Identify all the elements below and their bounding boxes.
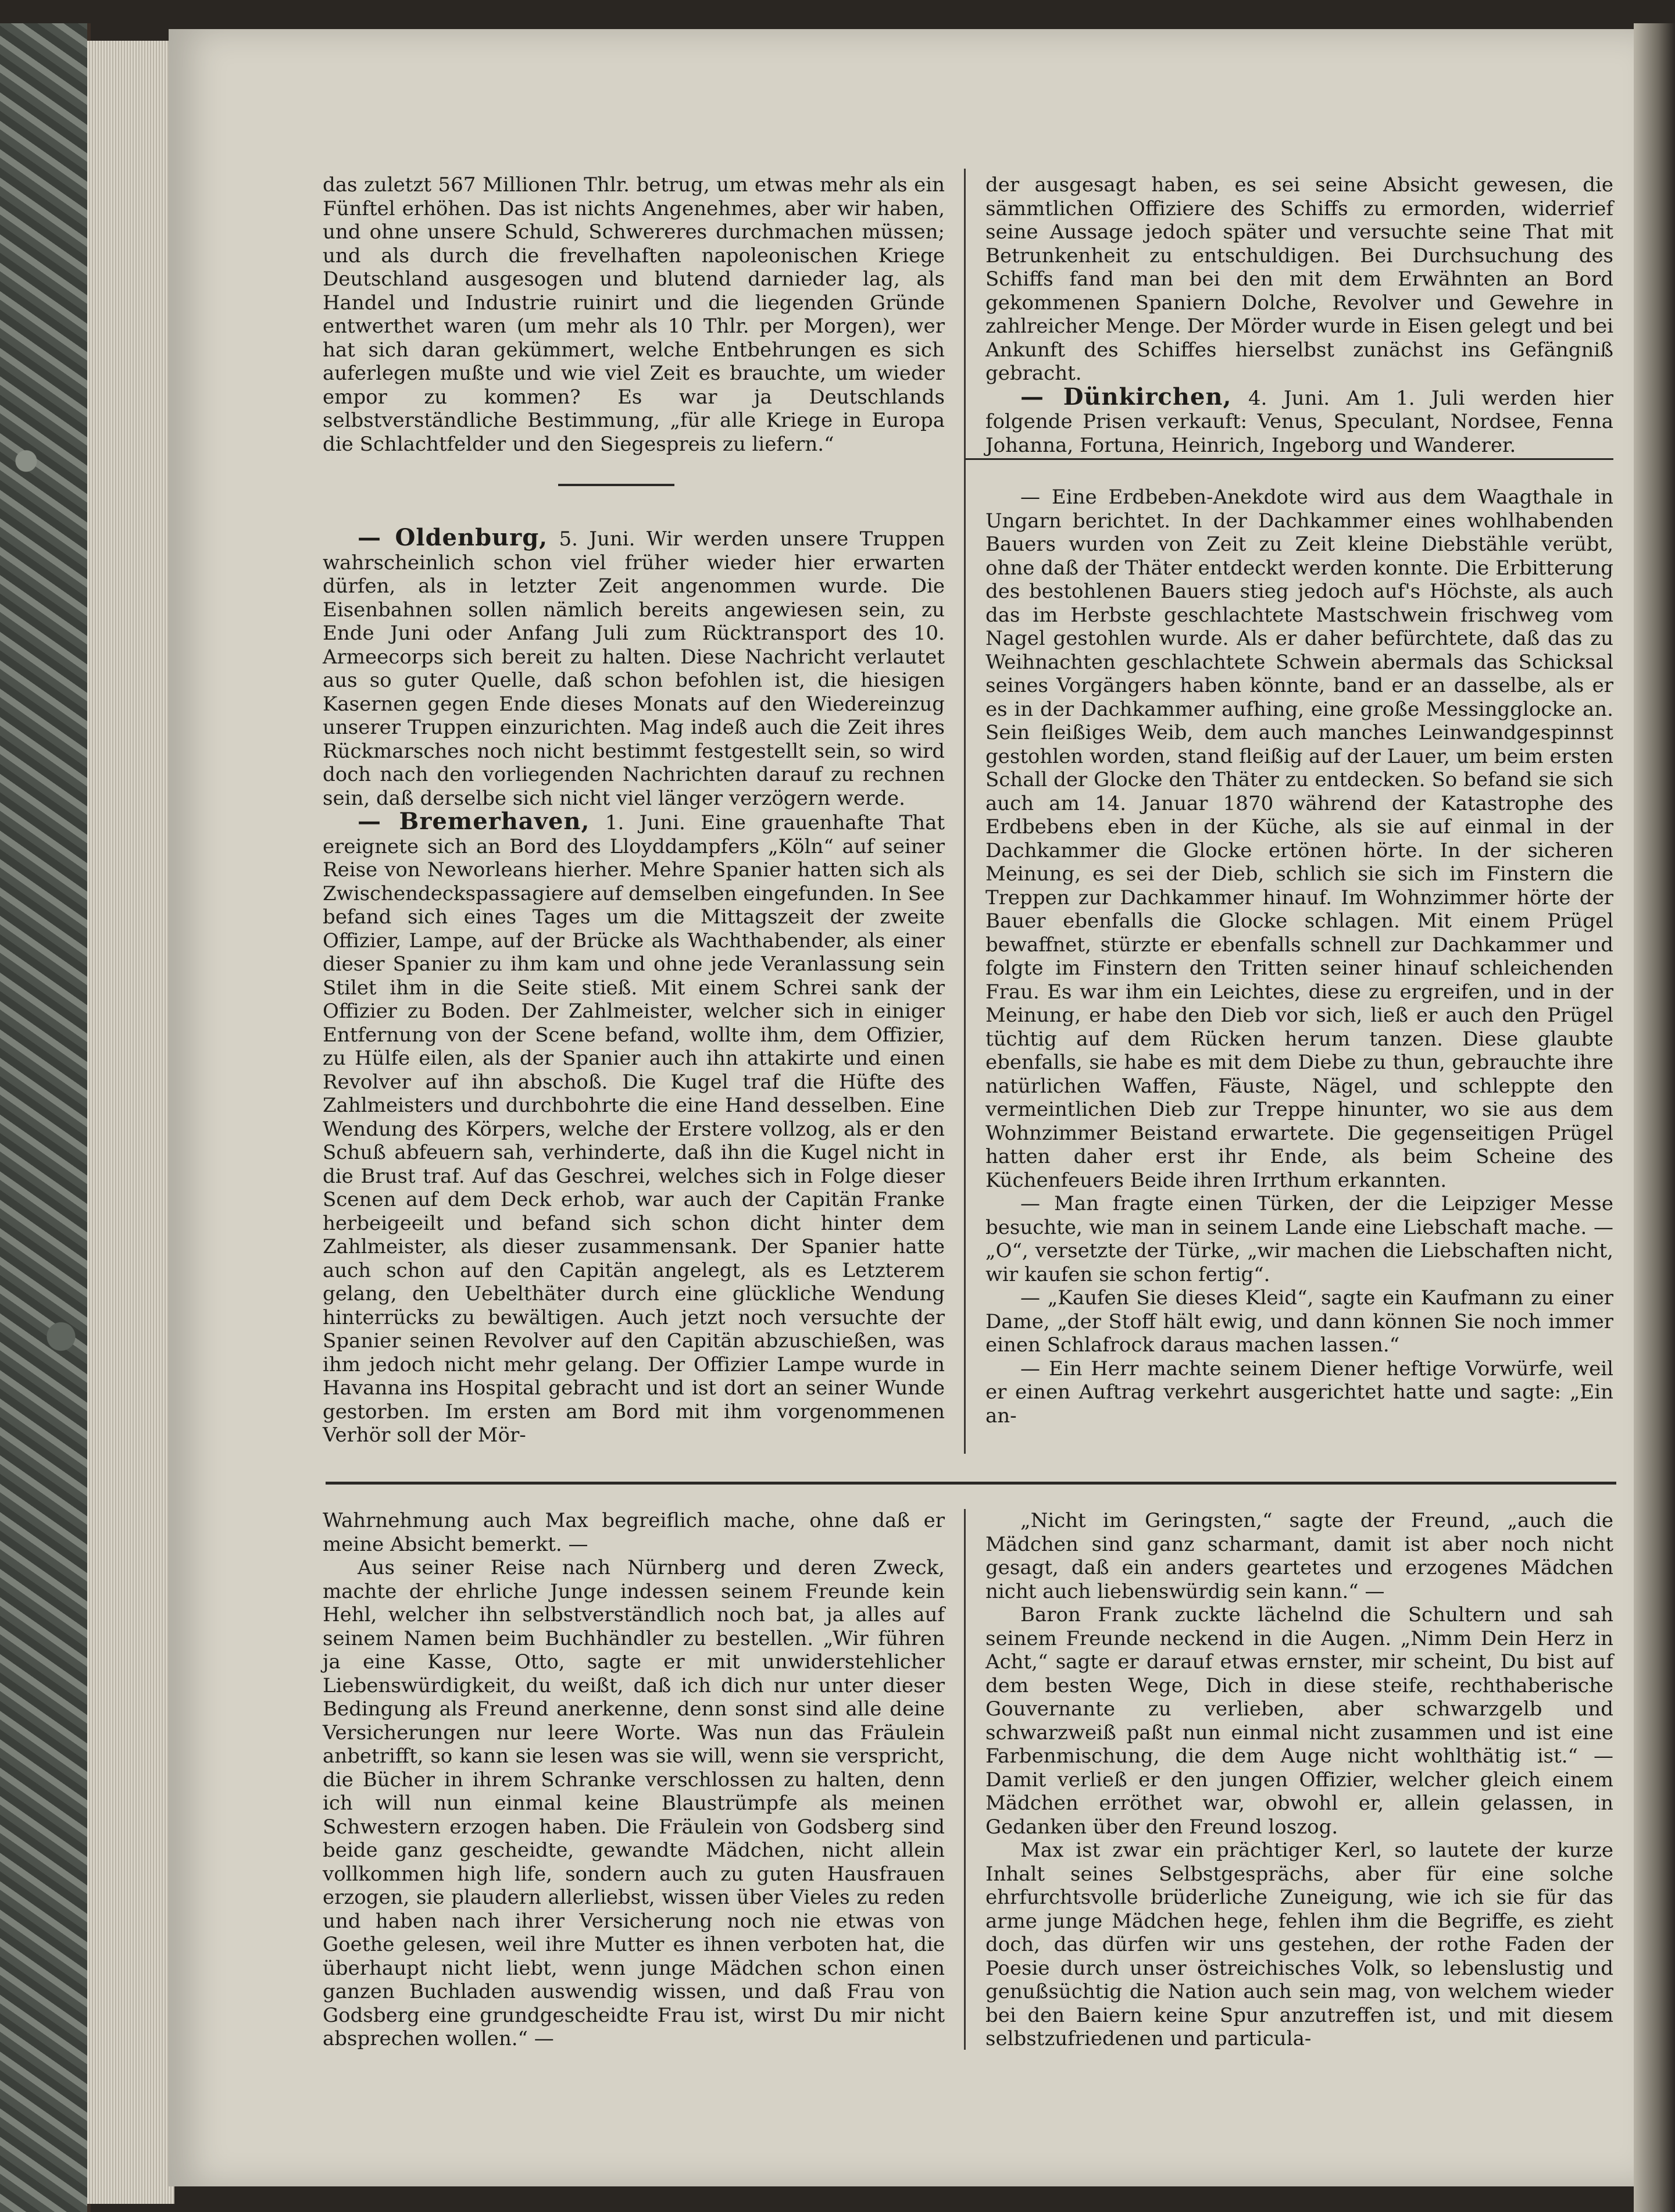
paragraph-max: Wahrnehmung auch Max begreiflich mache, ohne daß er meine Absicht bemerkt. — [323, 1509, 945, 1556]
page-stack-edges [87, 41, 174, 2204]
paragraph-friend: „Nicht im Geringsten,“ sagte der Freund, „auch die Mädchen sind ganz scharmant, damit ist aber noch nicht gesagt, daß ein anders geartetes und erzogenes Mädchen nicht auch liebenswürdig sein kann.“ — [985, 1509, 1613, 1603]
paragraph-monologue: Max ist zwar ein prächtiger Kerl, so lautete der kurze Inhalt seines Selbstgesprächs, aber für eine solche ehrfurchtsvolle brüderliche Zuneigung, wie ich sie für das arme junge Mädchen hege, fehlen ihm die Begriffe, es zieht doch, das dürfen wir uns gestehen, der rothe Faden der Poesie durch unser östreichisches Volk, so lebenslustig und genußsüchtig die Nation auch sein mag, von welchem wieder bei den Baiern keine Spur anzutreffen ist, und mit diesem selbstzufriedenen und particula- [985, 1839, 1613, 2050]
column-bottom-right [985, 1509, 1613, 2051]
paragraph-nuernberg: Aus seiner Reise nach Nürnberg und deren Zweck, machte der ehrliche Junge indessen seinem Freunde kein Hehl, welcher ihn selbstverständlich noch bat, ja alles auf seinem Namen beim Buchhändler zu bestellen. „Wir führen ja eine Kasse, Otto, sagte er mit unwiderstehlicher Liebenswürdigkeit, du weißt, daß ich dich nur unter dieser Bedingung als Freund anerkenne, denn sonst sind alle deine Versicherungen nur leere Worte. Was nun das Fräulein anbetrifft, so kann sie lesen was sie will, wenn sie verspricht, die Bücher in ihrem Schranke verschlossen zu halten, denn ich will nun einmal keine Blaustrümpfe als meinen Schwestern erzogen haben. Die Fräulein von Godsberg sind beide ganz gescheidte, gewandte Mädchen, nicht allein vollkommen high life, sondern auch zu guten Hausfrauen erzogen, sie plaudern allerliebst, wissen über Vieles zu reden und haben nach ihrer Versicherung noch nie etwas von Goethe gelesen, weil ihre Mutter es ihnen verboten hat, die überhaupt nicht liebt, wenn junge Mädchen schon einen ganzen Buchladen auswendig wissen, und daß Frau von Godsberg eine grundgescheidte Frau ist, wirst Du mir nicht absprechen wollen.“ — [323, 1556, 945, 2050]
column-bottom-left [323, 1509, 945, 2051]
column-top-right [985, 173, 1613, 457]
paragraph-murderer: der ausgesagt haben, es sei seine Absicht gewesen, die sämmtlichen Offiziere des Schiffs zu ermorden, widerrief seine Aussage jedoch später und versuchte seine That mit Betrunkenheit zu entschuldigen. Bei Durchsuchung des Schiffs fand man bei den mit dem Erwähnten an Bord gekommenen Spaniern Dolche, Revolver und Gewehre in zahlreicher Menge. Der Mörder wurde in Eisen gelegt und bei Ankunft des Schiffes hierselbst zunächst ins Gefängniß gebracht. [985, 173, 1613, 385]
binding-shadow [1634, 23, 1675, 2212]
feuilleton-divider [326, 1482, 1616, 1485]
article-bremerhaven [323, 810, 945, 1447]
paragraph-earthquake: — Eine Erdbeben-Anekdote wird aus dem Waagthale in Ungarn berichtet. In der Dachkammer eines wohlhabenden Bauers wurden von Zeit zu Zeit kleine Diebstähle verübt, ohne daß der Thäter entdeckt werden konnte. Die Erbitterung des bestohlenen Bauers stieg jedoch auf's Höchste, als auch das im Herbste geschlachtete Mastschwein frischweg vom Nagel gestohlen wurde. Als er daher befürchtete, daß das zu Weihnachten geschlachtete Schwein abermals das Schicksal seines Vorgängers haben könnte, band er an dasselbe, als er es in der Dachkammer aufhing, eine große Messingglocke an. Sein fleißiges Weib, dem auch manches Leinwandgespinnst gestohlen worden, stand fleißig auf der Lauer, um beim ersten Schall der Glocke den Thäter zu entdecken. So befand sie sich auch am 14. Januar 1870 während der Katastrophe des Erdbebens eben in der Küche, als sie auf einmal in der Dachkammer die Glocke ertönen hörte. In der sicheren Meinung, es sei der Dieb, schlich sie sich im Finstern die Treppen zur Dachkammer hinauf. Im Wohnzimmer hörte der Bauer ebenfalls die Glocke schlagen. Mit einem Prügel bewaffnet, stürzte er ebenfalls schnell zur Dachkammer und folgte im Finstern den Tritten seiner hinauf schleichenden Frau. Es war ihm ein Leichtes, diese zu ergreifen, und in der Meinung, er habe den Dieb vor sich, ließ er auch den Prügel tüchtig auf dem Rücken herum tanzen. Diese glaubte ebenfalls, sie habe es mit dem Diebe zu thun, gebrauchte ihre natürlichen Waffen, Fäuste, Nägel, und schleppte den vermeintlichen Dieb zur Treppe hinunter, wo sie aus dem Wohnzimmer Beistand erwartete. Die gegenseitigen Prügel hatten daher erst ihr Ende, als beim Scheine des Küchenfeuers Beide ihren Irrthum erkannten. [985, 486, 1613, 1192]
place-oldenburg: — Oldenburg, [358, 524, 548, 551]
column-separator-bottom [964, 1509, 966, 2050]
paragraph-turk: — Man fragte einen Türken, der die Leipziger Messe besuchte, wie man in seinem Lande eine Liebschaft mache. — „O“, versetzte der Türke, „wir machen die Liebschaften nicht, wir kaufen sie schon fertig“. [985, 1192, 1613, 1286]
text-bremerhaven: 1. Juni. Eine grauenhafte That ereignete sich an Bord des Lloyddampfers „Köln“ auf seiner Reise von Neworleans hierher. Mehre Spanier hatten sich als Zwischendeckspassagiere auf demselben eingefunden. In See befand sich eines Tages um die Mittagszeit der zweite Offizier, Lampe, auf der Brücke als Wachthabender, als einer dieser Spanier zu ihm kam und ohne jede Veranlassung sein Stilet ihm in die Seite stieß. Mit einem Schrei sank der Offizier zu Boden. Der Zahlmeister, welcher sich in einiger Entfernung von der Scene befand, wollte ihm, dem Offizier, zu Hülfe eilen, als der Spanier auch ihn attakirte und einen Revolver auf ihn abschoß. Die Kugel traf die Hüfte des Zahlmeisters und durchbohrte die eine Hand desselben. Eine Wendung des Körpers, welche der Erstere vollzog, als er den Schuß abfeuern sah, verhinderte, daß ihn die Kugel nicht in die Brust traf. Auf das Geschrei, welches sich in Folge dieser Scenen auf dem Deck erhob, war auch der Capitän Franke herbeigeeilt und befand sich schon dicht hinter dem Zahlmeister, als dieser zusammensank. Der Spanier hatte auch schon auf den Capitän angelegt, als es Letzterem gelang, den Uebelthäter durch eine glückliche Wendung hinterrücks zu bewältigen. Auch jetzt noch versuchte der Spanier seinen Revolver auf den Capitän abzuschießen, was ihm jedoch nicht mehr gelang. Der Offizier Lampe wurde in Havanna ins Hospital gebracht und ist dort an seiner Wunde gestorben. Im ersten am Bord mit ihm vorgenommenen Verhör soll der Mör- [323, 811, 945, 1447]
paragraph-servant: — Ein Herr machte seinem Diener heftige Vorwürfe, weil er einen Auftrag verkehrt ausgerichtet hatte und sagte: „Ein an- [985, 1357, 1613, 1428]
text-duenkirchen: 4. Juni. Am 1. Juli werden hier folgende Prisen verkauft: Venus, Speculant, Nordsee, Fenna Johanna, Fortuna, Heinrich, Ingeborg und Wanderer. [985, 386, 1613, 457]
place-duenkirchen: — Dünkirchen, [1020, 383, 1232, 411]
article-oldenburg [323, 526, 945, 810]
column-top-left-news [323, 526, 945, 1447]
paragraph-finance: das zuletzt 567 Millionen Thlr. betrug, um etwas mehr als ein Fünftel erhöhen. Das ist nichts Angenehmes, aber wir haben, und ohne unsere Schuld, Schwereres durchmachen müssen; und als durch die frevelhaften napoleonischen Kriege Deutschland ausgesogen und blutend darnieder lag, als Handel und Industrie ruinirt und die liegenden Gründe entwerthet waren (um mehr als 10 Thlr. per Morgen), wer hat sich daran gekümmert, welche Entbehrungen es sich auferlegen mußte und wie viel Zeit es brauchte, um wieder empor zu kommen? Es war ja Deutschlands selbstverständliche Bestimmung, „für alle Kriege in Europa die Schlachtfelder und den Siegespreis zu liefern.“ [323, 173, 945, 456]
column-separator-top [964, 169, 966, 1454]
book-cover-edge [0, 23, 91, 2212]
section-divider [558, 484, 674, 486]
text-oldenburg: 5. Juni. Wir werden unsere Truppen wahrscheinlich schon viel früher wieder hier erwarten dürfen, als in letzter Zeit angenommen wurde. Die Eisenbahnen sollen nämlich bereits angewiesen sein, zu Ende Juni oder Anfang Juli zum Rücktransport des 10. Armeecorps sich bereit zu halten. Diese Nachricht verlautet aus so guter Quelle, daß schon befohlen ist, die hiesigen Kasernen gegen Ende dieses Monats auf den Wiedereinzug unserer Truppen einzurichten. Mag indeß auch die Zeit ihres Rückmarsches noch nicht bestimmt festgestellt sein, so wird doch nach den vorliegenden Nachrichten darauf zu rechnen sein, daß derselbe sich nicht viel länger verzögern werde. [323, 527, 945, 810]
column-top-left [323, 173, 945, 456]
section-divider-right [965, 458, 1613, 460]
place-bremerhaven: — Bremerhaven, [358, 808, 590, 835]
paragraph-baron: Baron Frank zuckte lächelnd die Schultern und sah seinem Freunde neckend in die Augen. „Nimm Dein Herz in Acht,“ sagte er darauf etwas ernster, mir scheint, Du bist auf dem besten Wege, Dich in diese steife, rechthaberische Gouvernante zu verlieben, aber schwarzgelb und schwarzweiß paßt nun einmal nicht zusammen und ist eine Farbenmischung, die dem Auge nicht wohlthätig ist.“ — Damit verließ er den jungen Offizier, welcher gleich einem Mädchen erröthet war, obwohl er, allein gelassen, in Gedanken über den Freund loszog. [985, 1603, 1613, 1839]
column-top-right-anecdotes [985, 486, 1613, 1428]
article-duenkirchen [985, 383, 1613, 458]
paragraph-merchant: — „Kaufen Sie dieses Kleid“, sagte ein Kaufmann zu einer Dame, „der Stoff hält ewig, und dann können Sie noch immer einen Schlafrock daraus machen lassen.“ [985, 1286, 1613, 1357]
